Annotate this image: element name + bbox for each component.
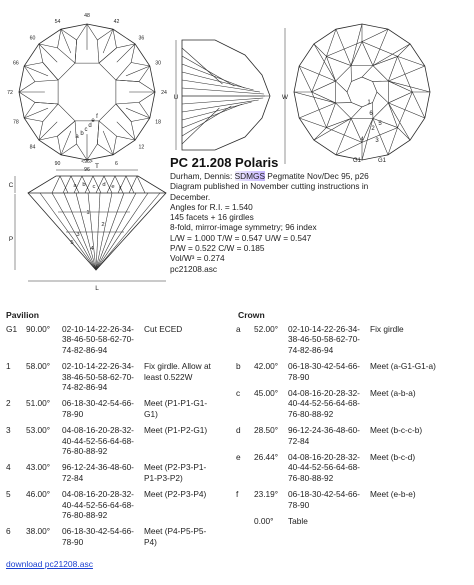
facet-angle: 58.00° — [26, 361, 51, 372]
info-line: 8-fold, mirror-image symmetry; 96 index — [170, 222, 317, 233]
info-line: Angles for R.I. = 1.540 — [170, 201, 253, 212]
facet-line — [388, 128, 398, 155]
facet-index: 38-46-50-58-62-70- — [62, 334, 134, 345]
facet-index: 40-44-52-56-64-68- — [62, 435, 134, 446]
facet-index: 76-80-88-92 — [288, 408, 334, 419]
info-line: P/W = 0.522 C/W = 0.185 — [170, 243, 265, 254]
facet-instruction: Meet (b-c-c-b) — [370, 425, 423, 436]
facet-letter: b — [80, 131, 84, 137]
facet-letter: c — [84, 127, 88, 133]
facet-index: 40-44-52-56-64-68- — [288, 398, 360, 409]
facet-line — [113, 29, 116, 48]
facet-line — [362, 66, 373, 77]
facet-line — [388, 103, 410, 140]
facet-line — [35, 80, 58, 82]
facet-line — [182, 64, 245, 88]
facet-instruction: Meet (P1-P1-G1- — [144, 398, 208, 409]
facet-line — [373, 66, 388, 81]
facet-angle: 43.00° — [26, 462, 51, 473]
facet-line — [99, 63, 116, 80]
facet-line — [96, 193, 160, 270]
side-facet-label: 2 — [101, 222, 105, 228]
facet-instruction: Meet (a-b-a) — [370, 388, 416, 398]
facet-index: 96-12-24-36-48-60- — [288, 425, 360, 436]
dimension-label-l: L — [95, 285, 99, 292]
facet-index: 76-80-88-92 — [62, 509, 108, 520]
facet-line — [43, 63, 58, 80]
facet-line — [39, 44, 43, 63]
index-label: 78 — [12, 119, 19, 126]
facet-angle: 53.00° — [26, 425, 51, 436]
facet-angle: 42.00° — [254, 361, 279, 372]
facet-index: 04-08-16-20-28-32- — [62, 425, 134, 436]
facet-line — [139, 82, 155, 92]
dimension-label-c: C — [8, 182, 14, 189]
facet-letter: d — [88, 123, 92, 129]
facet-instruction: P4) — [144, 536, 157, 547]
facet-index: 04-08-16-20-28-32- — [62, 489, 134, 500]
facet-line — [43, 104, 58, 121]
pavilion-heading: Pavilion — [6, 310, 39, 320]
facet-line — [39, 122, 57, 140]
facet-line — [24, 118, 43, 121]
index-label: 30 — [155, 60, 162, 67]
side-facet-label: f — [119, 186, 121, 192]
facet-index: 76-80-88-92 — [62, 445, 108, 456]
side-facet-label: e — [111, 184, 115, 190]
facet-index: 04-08-16-20-28-32- — [288, 452, 360, 462]
facet-index: 74-82-86-94 — [62, 381, 108, 392]
facet-index: 06-18-30-42-54-66- — [62, 526, 134, 537]
info-line: L/W = 1.000 T/W = 0.547 U/W = 0.547 — [170, 232, 312, 243]
crown-top-view — [294, 24, 430, 164]
facet-line — [351, 107, 362, 118]
facet-instruction: Meet (P4-P5-P5- — [144, 526, 207, 537]
facet-line — [113, 136, 116, 155]
facet-angle: 52.00° — [254, 324, 279, 334]
facet-line — [39, 121, 43, 140]
side-view — [9, 163, 166, 292]
profile-view — [174, 28, 289, 164]
facet-line — [336, 81, 347, 92]
facet-angle: 46.00° — [26, 489, 51, 500]
facet-line — [58, 29, 61, 48]
facet-angle: 90.00° — [26, 324, 51, 334]
facet-index: 72-84 — [62, 472, 84, 483]
source-rest: Pegmatite Nov/Dec 95, p26 — [265, 171, 369, 181]
author-line — [170, 171, 470, 181]
facet-instruction: Fix girdle — [370, 324, 404, 334]
facet-angle: 28.50° — [254, 425, 279, 436]
facet-instruction: Meet (P1-P2-G1) — [144, 425, 208, 436]
facet-line — [77, 24, 87, 40]
crown-facet-label: 4 — [360, 137, 364, 143]
facet-line — [58, 121, 75, 136]
author-name: Durham, Dennis: — [170, 171, 235, 181]
facet-angle: 0.00° — [254, 516, 274, 526]
facet-line — [326, 29, 336, 56]
facet-line — [182, 106, 231, 136]
facet-index: 78-90 — [62, 408, 84, 419]
facet-id: a — [236, 324, 241, 334]
facet-line — [336, 142, 362, 155]
facet-instruction: Meet (a-G1-G1-a) — [370, 361, 436, 372]
facet-line — [336, 103, 351, 118]
facet-line — [58, 63, 75, 80]
facet-angle: 23.19° — [254, 489, 279, 500]
facet-line — [58, 48, 75, 63]
crown-facet-label: G1 — [352, 158, 362, 164]
dimension-label-w: W — [281, 94, 289, 101]
crown-facet-label: 6 — [369, 111, 373, 117]
facet-line — [182, 104, 242, 128]
facet-instruction: least 0.522W — [144, 371, 193, 382]
side-facet-label: 5 — [70, 240, 74, 246]
facet-instruction: Meet (P2-P3-P4) — [144, 489, 207, 500]
crown-star — [312, 42, 413, 143]
facet-index: 72-84 — [288, 435, 310, 446]
pavilion-top-view — [7, 13, 167, 173]
info-line: pc21208.asc — [170, 263, 218, 274]
facet-index: 02-10-14-22-26-34- — [288, 324, 360, 334]
crown-facet-label: 3 — [375, 138, 379, 144]
facet-index: 78-90 — [288, 371, 310, 382]
index-label: 84 — [29, 144, 36, 151]
facet-letter: a — [75, 134, 79, 140]
facet-index: 38-46-50-58-62-70- — [288, 334, 360, 345]
facet-index: 06-18-30-42-54-66- — [62, 398, 134, 409]
facet-instruction: P1-P3-P2) — [144, 472, 183, 483]
facet-id: b — [236, 361, 241, 372]
facet-line — [116, 102, 139, 104]
facet-angle: 38.00° — [26, 526, 51, 537]
side-facet-label: a — [73, 183, 77, 189]
facet-id: 1 — [6, 361, 11, 372]
facet-id: f — [236, 489, 239, 500]
facet-id: d — [236, 425, 241, 436]
facet-line — [139, 92, 155, 102]
facet-line — [398, 56, 425, 66]
facet-line — [97, 40, 99, 63]
facet-index: 96-12-24-36-48-60- — [62, 462, 134, 473]
index-label: 24 — [161, 90, 167, 96]
facet-line — [39, 44, 58, 48]
facet-instruction: Fix girdle. Allow at — [144, 361, 211, 372]
facet-index: 38-46-50-58-62-70- — [62, 371, 134, 382]
facet-line — [39, 136, 58, 140]
facet-line — [336, 66, 351, 81]
facet-instruction: Cut ECED — [144, 324, 183, 334]
facet-line — [314, 44, 336, 81]
facet-line — [137, 176, 145, 193]
facet-line — [131, 118, 150, 121]
facet-id: 2 — [6, 398, 11, 409]
facet-line — [64, 193, 96, 270]
facet-instruction: Meet (P2-P3-P1- — [144, 462, 207, 473]
crown-heading: Crown — [238, 310, 265, 320]
dimension-label-t: T — [95, 163, 99, 170]
dimension-label-u: U — [173, 94, 179, 101]
facet-letter: f — [96, 114, 98, 120]
facet-index: 78-90 — [288, 499, 310, 510]
facet-angle: 26.44° — [254, 452, 279, 462]
facet-index: 74-82-86-94 — [288, 344, 334, 355]
facet-line — [77, 144, 87, 160]
side-facet-label: 4 — [90, 246, 94, 252]
facet-line — [35, 102, 58, 104]
index-label: 90 — [54, 161, 61, 168]
index-label: 72 — [7, 90, 13, 96]
facet-line — [58, 136, 61, 155]
index-label: 12 — [138, 144, 145, 151]
facet-index: 74-82-86-94 — [62, 344, 108, 355]
facet-line — [116, 104, 131, 121]
facet-line — [40, 193, 96, 270]
info-line: 145 facets + 16 girdles — [170, 212, 254, 223]
facet-line — [75, 40, 77, 63]
profile-outline — [182, 40, 270, 150]
info-line: Diagram published in November cutting instructions in — [170, 181, 369, 192]
facet-line — [299, 118, 326, 128]
facet-index: 78-90 — [62, 536, 84, 547]
facet-instruction: G1) — [144, 408, 158, 419]
index-label: 36 — [138, 35, 145, 42]
facet-line — [131, 63, 150, 66]
facet-line — [314, 118, 351, 140]
side-facet-label: c — [92, 184, 96, 190]
index-label: 60 — [29, 35, 36, 42]
facet-line — [19, 92, 35, 102]
facet-line — [182, 48, 222, 84]
download-link[interactable]: download pc21208.asc — [6, 559, 93, 569]
facet-index: 02-10-14-22-26-34- — [62, 324, 134, 334]
facet-line — [87, 144, 97, 160]
facet-line — [116, 80, 139, 82]
facet-line — [116, 63, 131, 80]
facet-index: 40-44-52-56-64-68- — [62, 499, 134, 510]
facet-line — [117, 44, 135, 62]
facet-line — [412, 92, 425, 118]
facet-line — [116, 44, 135, 48]
index-label: 48 — [84, 13, 90, 19]
facet-line — [99, 121, 116, 136]
facet-line — [99, 104, 116, 121]
crown-table-facet — [347, 77, 377, 107]
facet-line — [373, 44, 410, 66]
crown-facet-label: 1 — [367, 100, 371, 106]
facet-line — [96, 193, 124, 270]
index-label: 6 — [115, 161, 118, 168]
bottom-index-label: <96> — [81, 159, 93, 165]
facet-letter: e — [91, 118, 95, 124]
facet-line — [131, 121, 135, 140]
design-info — [170, 155, 470, 274]
facet-id: 3 — [6, 425, 11, 436]
facet-line — [377, 92, 388, 103]
side-facet-label: 1 — [86, 210, 90, 216]
facet-line — [373, 103, 388, 118]
facet-id: 6 — [6, 526, 11, 537]
facet-line — [97, 121, 99, 144]
facet-angle: 45.00° — [254, 388, 279, 398]
index-label: 96 — [84, 167, 90, 173]
facet-line — [24, 63, 43, 66]
facet-id: c — [236, 388, 241, 398]
facet-line — [362, 29, 388, 42]
facet-index: 04-08-16-20-28-32- — [288, 388, 360, 398]
facet-line — [58, 104, 75, 121]
facet-id: 5 — [6, 489, 11, 500]
facet-line — [117, 122, 135, 140]
crown-facet-label: 2 — [371, 126, 375, 132]
facet-line — [39, 44, 57, 62]
index-label: 18 — [155, 119, 162, 126]
facet-angle: 51.00° — [26, 398, 51, 409]
facet-line — [182, 88, 264, 94]
design-title: PC 21.208 Polaris — [170, 155, 279, 170]
info-line: Vol/W³ = 0.274 — [170, 253, 225, 264]
facet-line — [87, 24, 97, 40]
facet-id: 4 — [6, 462, 11, 473]
crown-facet-label: 5 — [378, 121, 382, 127]
index-label: 54 — [54, 18, 61, 25]
facet-index: 02-10-14-22-26-34- — [62, 361, 134, 372]
facet-index: 06-18-30-42-54-66- — [288, 489, 360, 500]
facet-instruction: Meet (b-c-d) — [370, 452, 416, 462]
facet-index: 06-18-30-42-54-66- — [288, 361, 360, 372]
side-facet-label: b — [82, 182, 86, 188]
facet-line — [75, 121, 77, 144]
crown-facet-label: G1 — [377, 158, 387, 164]
facet-line — [182, 56, 234, 86]
source-highlight: SDMGS — [234, 171, 265, 181]
facet-line — [96, 193, 136, 270]
facet-index: Table — [288, 516, 308, 526]
facet-line — [299, 66, 312, 92]
facet-id: e — [236, 452, 241, 462]
facet-line — [182, 72, 254, 90]
side-facet-label: 3 — [76, 232, 80, 238]
facet-instruction: Meet (e-b-e) — [370, 489, 416, 500]
info-line: December. — [170, 191, 211, 202]
facet-line — [116, 136, 135, 140]
facet-id: G1 — [6, 324, 18, 334]
index-label: 66 — [12, 60, 19, 67]
side-facet-label: d — [102, 182, 106, 188]
facet-line — [52, 176, 60, 193]
facet-line — [96, 193, 100, 270]
facet-line — [19, 82, 35, 92]
facet-line — [131, 44, 135, 63]
facet-index: 40-44-52-56-64-68- — [288, 462, 360, 473]
dimension-label-p: P — [8, 236, 14, 243]
facet-line — [99, 48, 116, 63]
index-label: 42 — [113, 18, 120, 25]
facet-index: 76-80-88-92 — [288, 472, 334, 483]
